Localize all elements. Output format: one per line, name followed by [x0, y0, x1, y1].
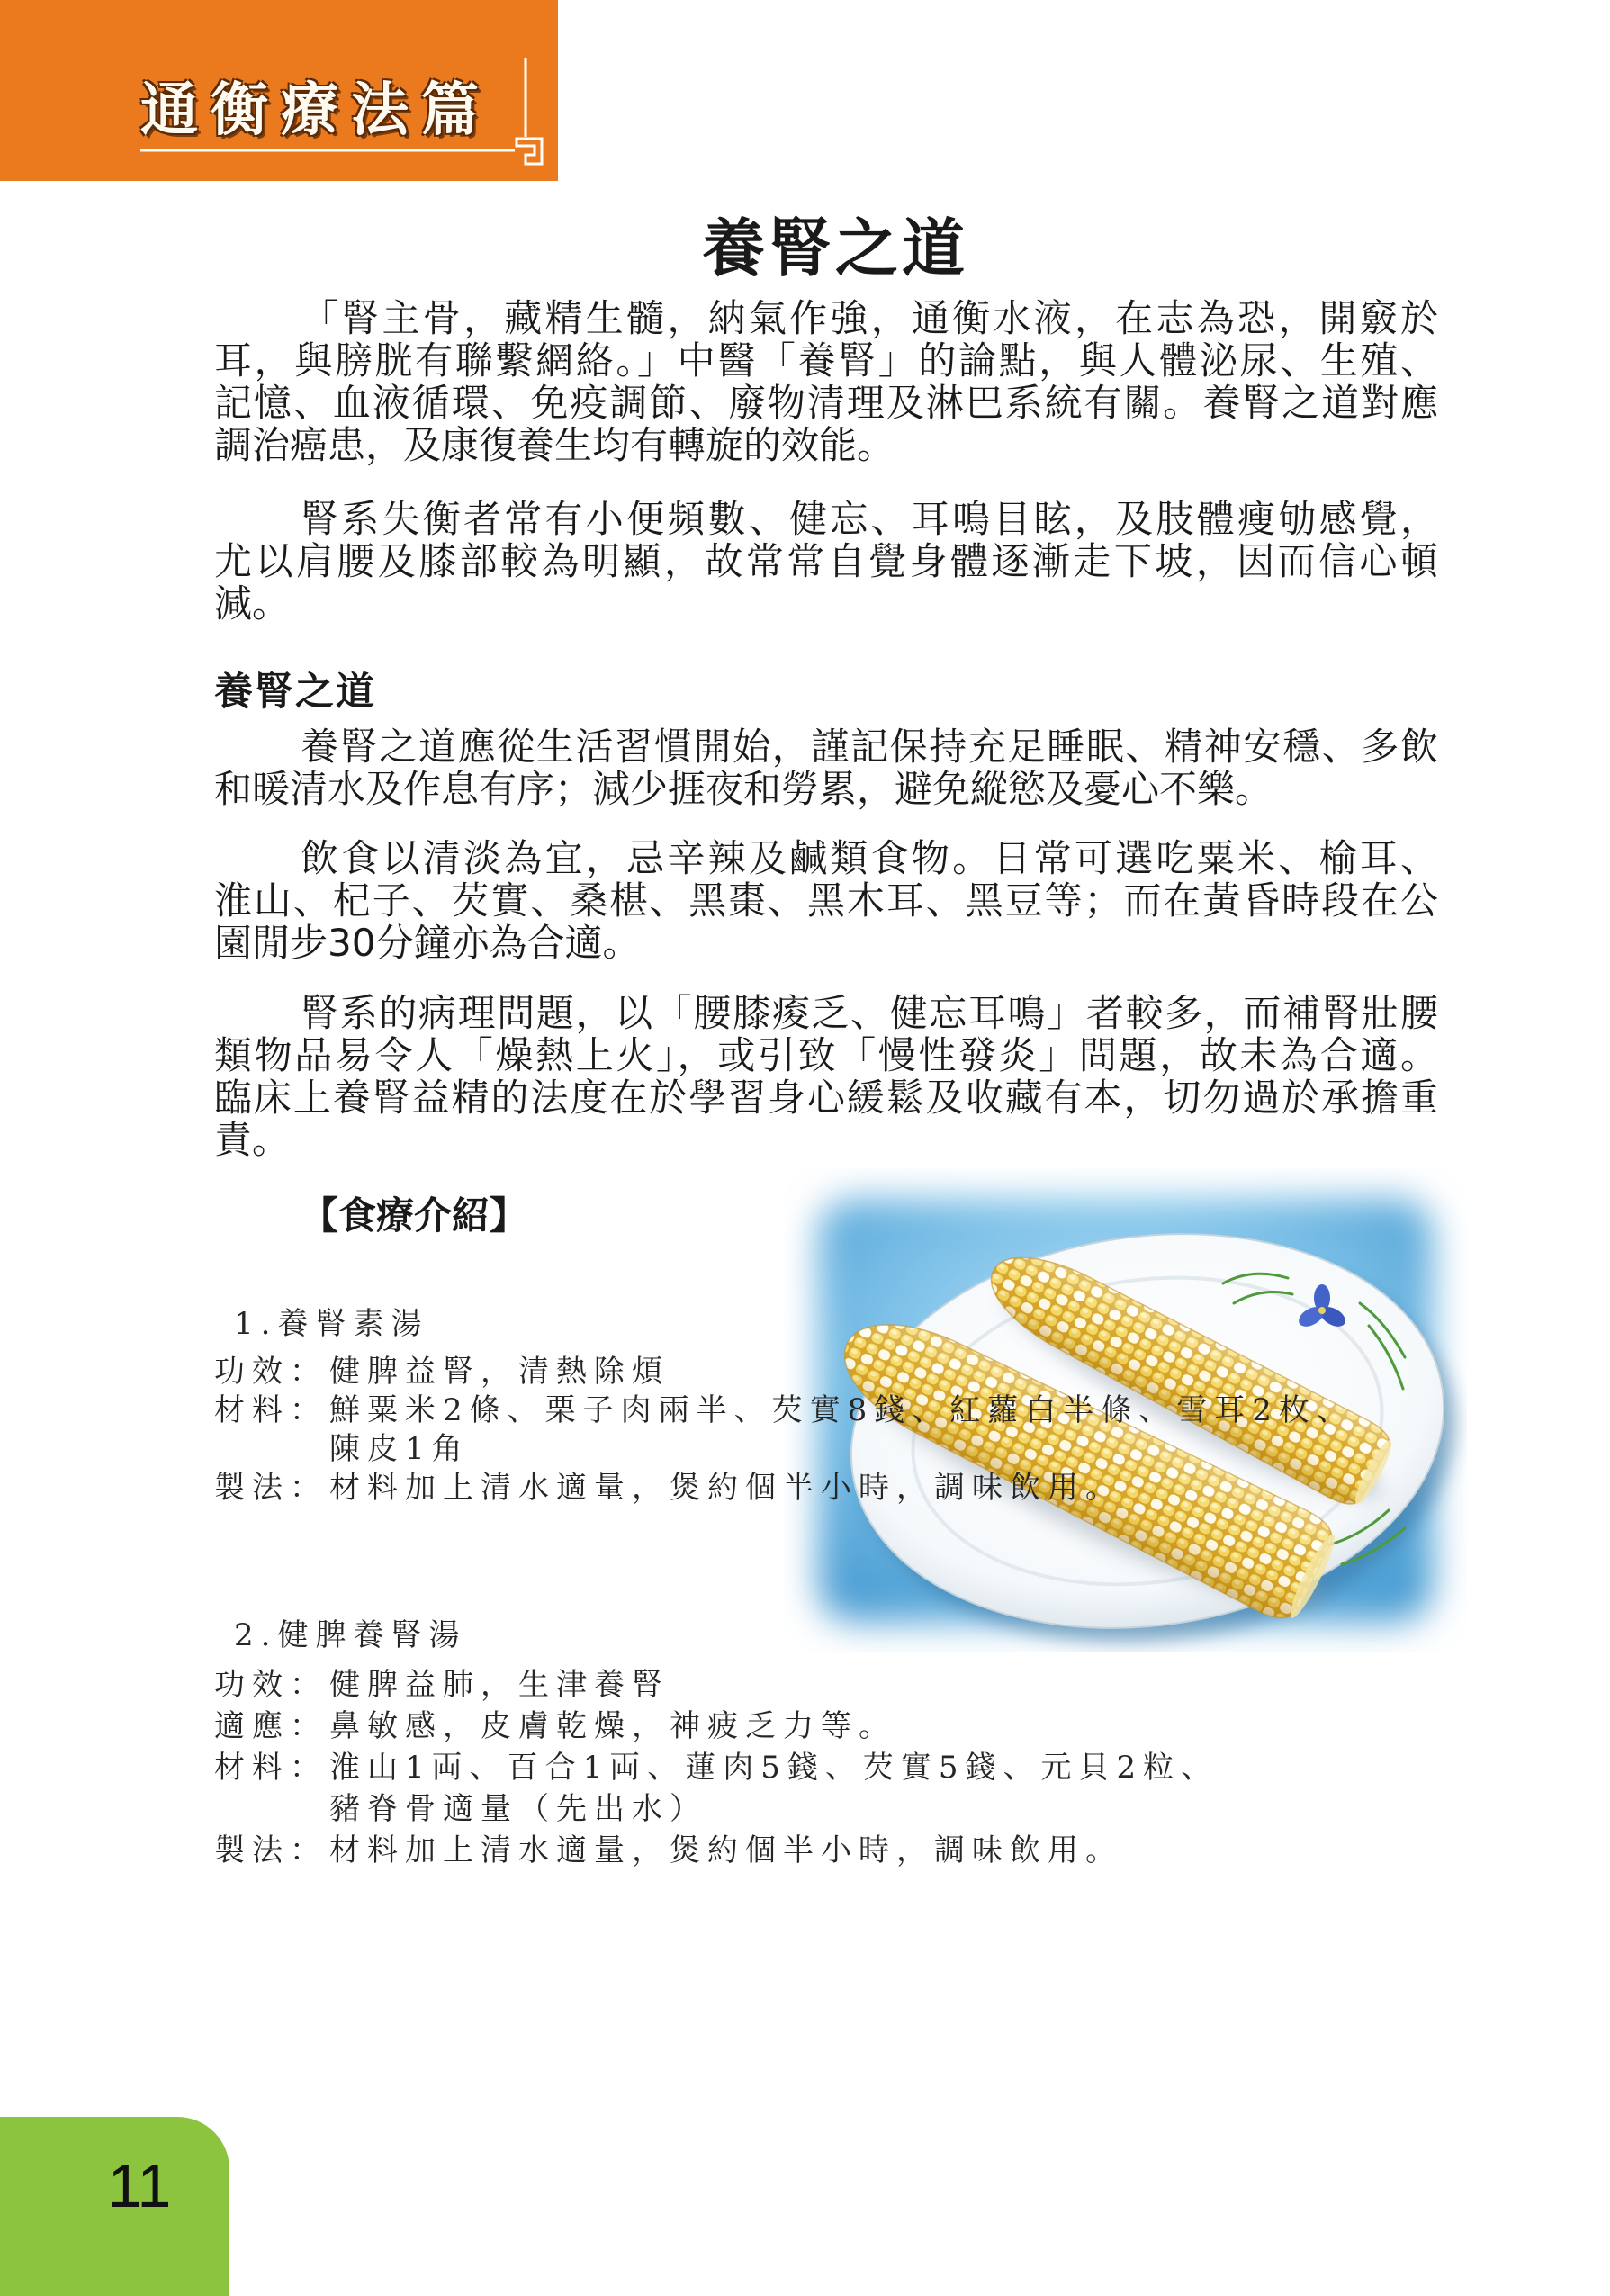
recipe-row-ingredients-continued: [214, 1788, 1219, 1830]
recipe-title: 1.養腎素湯: [234, 1306, 429, 1342]
recipe-row-label: 製法：: [214, 1832, 328, 1868]
recipe-row-label: 功效：: [214, 1667, 328, 1703]
recipe-row-text: 陳皮1角: [329, 1431, 470, 1467]
paragraph-line: 類物品易令人「燥熱上火」，或引致「慢性發炎」問題，故未為合適。: [214, 1033, 1438, 1077]
recipe-row-text: 材料加上清水適量，煲約個半小時，調味飲用。: [329, 1470, 1123, 1506]
recipe-row-text: 鮮粟米2條、栗子肉兩半、芡實8錢、紅蘿白半條、雪耳2枚、: [329, 1392, 1354, 1428]
recipe-row-method: [214, 1469, 1354, 1508]
paragraph-line: 養腎之道應從生活習慣開始，謹記保持充足睡眠、精神安穩、多飲: [301, 725, 1438, 769]
recipe-row-label: 材料：: [214, 1392, 328, 1428]
recipe-row-label: 製法：: [214, 1470, 328, 1506]
paragraph-line: 記憶、血液循環、免疫調節、廢物清理及淋巴系統有關。養腎之道對應: [214, 381, 1438, 425]
body-paragraph: [214, 725, 1438, 810]
section-title: 通衡療法篇: [140, 77, 491, 144]
recipe-row-text: 材料加上清水適量，煲約個半小時，調味飲用。: [329, 1832, 1123, 1868]
recipe-row-method: [214, 1830, 1219, 1871]
recipe-row-text: 健脾益腎，清熱除煩: [329, 1354, 670, 1390]
paragraph-line: 園閒步30分鐘亦為合適。: [214, 921, 641, 965]
recipe-title: 2.健脾養腎湯: [234, 1617, 467, 1653]
paragraph-line: 和暖清水及作息有序；減少捱夜和勞累，避免縱慾及憂心不樂。: [214, 767, 1273, 811]
paragraph-line: 尤以肩腰及膝部較為明顯，故常常自覺身體逐漸走下坡，因而信心頓: [214, 539, 1438, 583]
recipe-row-ingredients-continued: [214, 1430, 1354, 1469]
paragraph-line: 淮山、杞子、芡實、桑椹、黑棗、黑木耳、黑豆等；而在黃昏時段在公: [214, 878, 1438, 923]
body-paragraph: [214, 992, 1438, 1161]
page-title: 養腎之道: [702, 212, 968, 285]
recipe-row-label: 材料：: [214, 1750, 328, 1786]
paragraph-line: 減。: [214, 581, 291, 626]
intro-paragraph: [214, 498, 1438, 625]
paragraph-line: 腎系的病理問題，以「腰膝痠乏、健忘耳鳴」者較多，而補腎壯腰: [301, 991, 1438, 1035]
recipe-row-label: 功效：: [214, 1354, 328, 1390]
recipe: [214, 1295, 1354, 1508]
paragraph-line: 臨床上養腎益精的法度在於學習身心緩鬆及收藏有本，切勿過於承擔重: [214, 1076, 1438, 1120]
recipe-row-text: 豬脊骨適量（先出水）: [329, 1791, 707, 1827]
recipe-row-ingredients: [214, 1747, 1219, 1788]
section-header-tab: [0, 0, 558, 181]
paragraph-line: 腎系失衡者常有小便頻數、健忘、耳鳴目眩，及肢體瘦劬感覺，: [301, 497, 1438, 541]
recipe-row-text: 鼻敏感，皮膚乾燥，神疲乏力等。: [329, 1708, 896, 1744]
recipe: [214, 1607, 1219, 1871]
recipe-row-text: 健脾益肺，生津養腎: [329, 1667, 670, 1703]
recipe-row-label: 適應：: [214, 1708, 328, 1744]
recipe-row-effect: [214, 1664, 1219, 1706]
paragraph-line: 調治癌患，及康復養生均有轉旋的效能。: [214, 423, 895, 467]
paragraph-line: 耳，與膀胱有聯繫網絡。」中醫「養腎」的論點，與人體泌尿、生殖、: [214, 338, 1438, 383]
diet-therapy-heading: 【食療介紹】: [301, 1193, 528, 1238]
intro-paragraph: [214, 297, 1438, 466]
paragraph-line: 責。: [214, 1118, 291, 1162]
recipe-row-effect: [214, 1353, 1354, 1391]
paragraph-line: 「腎主骨，藏精生髓，納氣作強，通衡水液，在志為恐，開竅於: [301, 296, 1438, 340]
body-paragraph: [214, 837, 1438, 964]
recipe-row-text: 淮山1両、百合1両、蓮肉5錢、芡實5錢、元貝2粒、: [329, 1750, 1219, 1786]
recipe-row-indication: [214, 1706, 1219, 1747]
recipe-row-ingredients: [214, 1391, 1354, 1430]
paragraph-line: 飲食以清淡為宜，忌辛辣及鹹類食物。日常可選吃粟米、榆耳、: [301, 836, 1438, 880]
page-number: 11: [107, 2152, 172, 2220]
section-subheading: 養腎之道: [214, 670, 376, 715]
